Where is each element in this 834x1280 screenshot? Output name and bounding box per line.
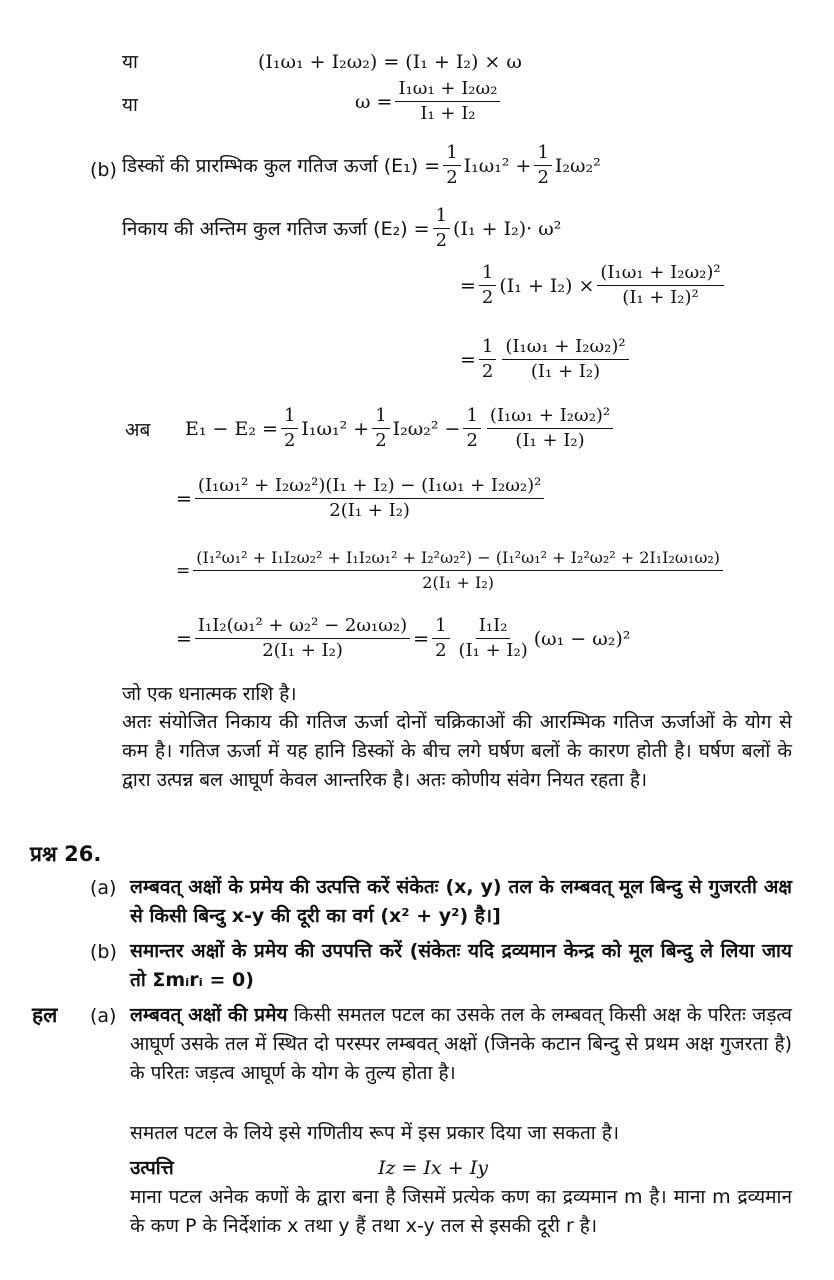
ya-label-2: या	[122, 94, 138, 116]
question-b-text: समान्तर अक्षों के प्रमेय की उपपत्ति करें (संकेतः यदि द्रव्यमान केन्द्र को मूल बिन्दु ले लिया जाय तो Σmᵢrᵢ = 0)	[130, 940, 792, 991]
initial-ke-equation	[122, 142, 601, 189]
solution-a-label: (a)	[90, 1005, 117, 1027]
equals-sign: =	[460, 348, 476, 371]
result-1-fraction: $\frac{\text{(I₁ω₁² + I₂ω₂²)(I₁ + I₂) − (I₁ω₁ + I₂ω₂)²}}{\text{2(I₁ + I₂)}}$	[195, 475, 544, 522]
mathematical-form-text: समतल पटल के लिये इसे गणितीय रूप में इस प्रकार दिया जा सकता है।	[130, 1122, 620, 1144]
difference-lhs: E₁ − E₂ =	[185, 417, 278, 440]
positive-quantity-text: जो एक धनात्मक राशि है।	[122, 683, 297, 705]
half-fraction: $\frac{1}{2}$	[479, 262, 496, 309]
ke-term-1: I₁ω₁² +	[463, 154, 532, 177]
half-fraction: $\frac{1}{2}$	[443, 142, 460, 189]
perpendicular-axes-equation: Iz = Ix + Iy	[378, 1157, 488, 1179]
result-3-fraction: $\frac{\text{I₁I₂(ω₁² + ω₂² − 2ω₁ω₂)}}{\text{2(I₁ + I₂)}}$	[195, 615, 410, 662]
half-fraction: $\frac{1}{2}$	[479, 336, 496, 383]
final-ke-text: निकाय की अन्तिम कुल गतिज ऊर्जा (E₂) =	[122, 217, 430, 240]
final-ke-step-1	[460, 262, 727, 309]
ab-label: अब	[125, 419, 151, 441]
half-fraction: $\frac{1}{2}$	[534, 142, 551, 189]
theorem-statement: किसी समतल पटल का उसके तल के लम्बवत् किसी अक्ष के परितः जड़त्व आघूर्ण उसके तल में स्थित दो परस्पर लम्बवत् अक्षों (जिनके कटान बिन्दु से प्रथम अक्ष गुजरता है) के परितः जड़त्व आघूर्ण के योग के तुल्य होता है।	[130, 1004, 792, 1084]
step-2-fraction: $\frac{\text{(I₁ω₁ + I₂ω₂)²}}{\text{(I₁ + I₂)}}$	[502, 336, 628, 383]
half-fraction: $\frac{1}{2}$	[463, 405, 480, 452]
equation-momentum: (I₁ω₁ + I₂ω₂) = (I₁ + I₂) × ω	[258, 51, 522, 73]
result-step-1	[176, 475, 547, 522]
conclusion-paragraph: अतः संयोजित निकाय की गतिज ऊर्जा दोनों चक्रिकाओं की आरम्भिक गतिज ऊर्जाओं के योग से कम है। गतिज ऊर्जा में यह हानि डिस्कों के बीच लगे घर्षण बलों के कारण होती है। घर्षण बलों के द्वारा उत्पन्न बल आघूर्ण केवल आन्तरिक है। अतः कोणीय संवेग नियत रहता है।	[122, 711, 792, 791]
question-number: प्रश्न 26.	[30, 842, 102, 866]
equals-sign: =	[176, 487, 192, 510]
equation-omega	[355, 78, 503, 125]
step-1-mid: (I₁ + I₂) ×	[499, 274, 595, 297]
initial-ke-text: डिस्कों की प्रारम्भिक कुल गतिज ऊर्जा (E₁) =	[122, 154, 441, 177]
result-step-2	[176, 547, 726, 594]
half-fraction: $\frac{1}{2}$	[433, 205, 450, 252]
difference-fraction: $\frac{\text{(I₁ω₁ + I₂ω₂)²}}{\text{(I₁ + I₂)}}$	[487, 405, 613, 452]
particle-assumption-paragraph: माना पटल अनेक कणों के द्वारा बना है जिसमें प्रत्येक कण का द्रव्यमान m है। माना m द्रव्यमान के कण P के निर्देशांक x तथा y हैं तथा x-y तल से इसकी दूरी r है।	[130, 1186, 792, 1237]
result-2-fraction: (I₁²ω₁² + I₁I₂ω₂² + I₁I₂ω₁² + I₂²ω₂²) − (I₁²ω₁² + I₂²ω₂² + 2I₁I₂ω₁ω₂) 2(I₁ + I₂)	[193, 547, 723, 594]
result-3-fraction-b: $\frac{\text{I₁I₂}}{\text{(I₁ + I₂)}}$	[458, 615, 528, 661]
equals-sign: =	[413, 627, 430, 650]
ya-label-1: या	[122, 51, 138, 73]
result-3-tail: (ω₁ − ω₂)²	[533, 627, 631, 650]
question-a-text: लम्बवत् अक्षों के प्रमेय की उत्पत्ति करें संकेतः (x, y) तल के लम्बवत् मूल बिन्दु से गुजरती अक्ष से किसी बिन्दु x-y की दूरी का वर्ग (x² + y²) है।]	[130, 876, 792, 927]
result-step-3	[176, 615, 630, 662]
final-ke-term: (I₁ + I₂)· ω²	[453, 217, 562, 240]
ke-difference-equation	[185, 405, 616, 452]
ke-term-2: I₂ω₂²	[554, 154, 601, 177]
question-b-label: (b)	[90, 941, 117, 963]
solution-label: हल	[32, 1003, 58, 1027]
theorem-name: लम्बवत् अक्षों की प्रमेय	[130, 1004, 288, 1026]
step-1-fraction: $\frac{\text{(I₁ω₁ + I₂ω₂)²}}{\text{(I₁ + I₂)²}}$	[597, 262, 723, 309]
question-a-label: (a)	[90, 877, 117, 899]
omega-fraction: $\frac{\text{I₁ω₁ + I₂ω₂}}{\text{I₁ + I₂}}$	[395, 78, 500, 125]
equals-sign: =	[176, 627, 192, 650]
derivation-label: उत्पत्ति	[130, 1157, 174, 1179]
omega-lhs: ω =	[355, 90, 393, 113]
part-b-label: (b)	[90, 159, 117, 181]
equals-sign: =	[176, 560, 191, 581]
half-fraction: $\frac{1}{2}$	[281, 405, 298, 452]
equals-sign: =	[460, 274, 476, 297]
final-ke-step-2	[460, 336, 632, 383]
difference-term-1: I₁ω₁² +	[301, 417, 370, 440]
difference-term-2: I₂ω₂² −	[392, 417, 461, 440]
solution-a-paragraph	[130, 1001, 792, 1088]
final-ke-equation	[122, 205, 561, 252]
half-fraction: $\frac{1}{2}$	[432, 615, 449, 662]
half-fraction: $\frac{1}{2}$	[372, 405, 389, 452]
